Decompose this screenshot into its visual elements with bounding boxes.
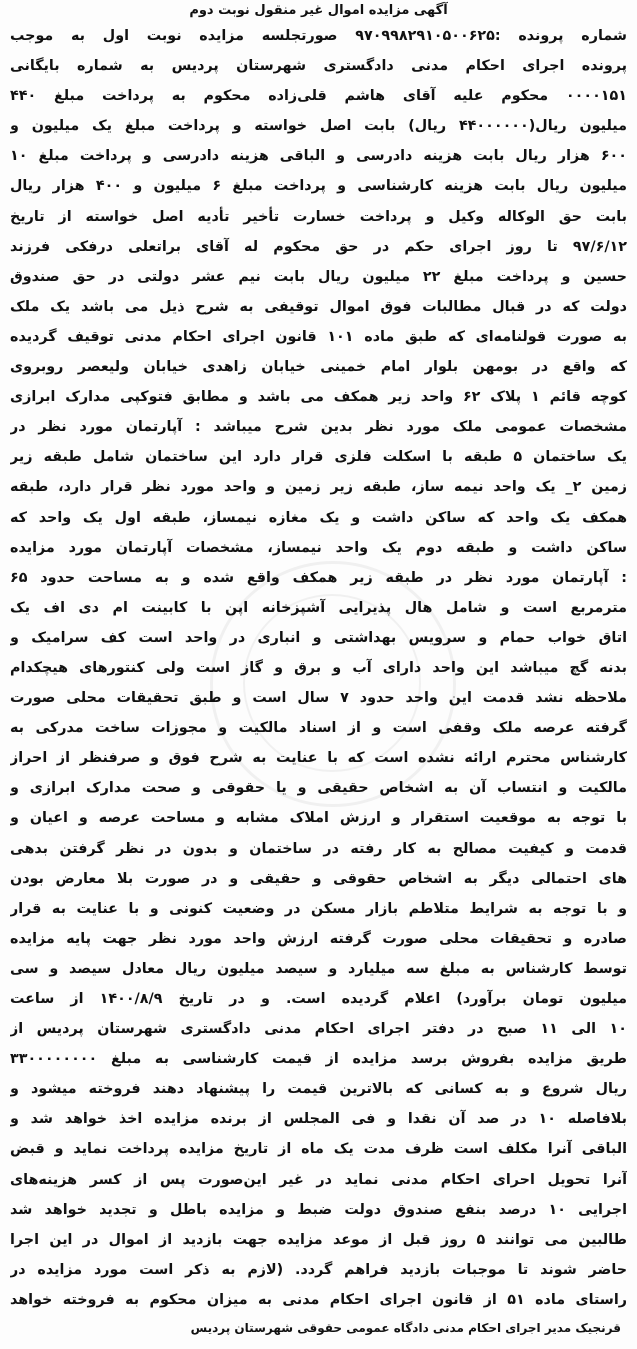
notice-line: ساکن داشت و طبقه دوم یک واحد نیمساز، مشخصات آپارتمان مورد مزایده — [10, 539, 627, 556]
notice-line: میلیون تومان برآورد) اعلام گردیده است. و در تاریخ ۱۴۰۰/۸/۹ از ساعت — [10, 991, 627, 1007]
notice-line: دولت که در قبال مطالبات فوق اموال توقیفی به شرح ذیل می باشد یک ملک — [10, 298, 627, 315]
notice-line: بابت حق الوکاله وکیل و پرداخت خسارت تأخیر تأدیه اصل خواسته از تاریخ — [10, 208, 627, 225]
notice-line: میلیون ریال بابت هزینه کارشناسی و پرداخت مبلغ ۶ میلیون و ۴۰۰ هزار ریال — [10, 178, 627, 195]
notice-line: همکف یک واحد که ساکن داشت و یک مغازه نیمساز، طبقه اول یک واحد که — [10, 509, 627, 526]
notice-line: ۶۰۰ هزار ریال بابت هزینه دادرسی و الباقی هزینه دادرسی و پرداخت مبلغ ۱۰ — [10, 148, 627, 165]
notice-line: ۱۰ الی ۱۱ صبح در دفتر اجرای احکام مدنی دادگستری شهرستان پردیس از — [10, 1021, 627, 1038]
notice-line: اتاق خواب حمام و سرویس بهداشتی و انباری در واحد است کف سرامیک و — [10, 629, 627, 646]
notice-line: پرونده اجرای احکام مدنی دادگستری شهرستان پردیس به شماره بایگانی — [10, 58, 627, 75]
notice-line: آنرا تحویل احرای احکام مدنی نماید در غیر این‌صورت پس از کسر هزینه‌های — [10, 1171, 627, 1188]
notice-line: ۹۷/۶/۱۲ تا روز اجرای حکم در حق محکوم له آقای براتعلی درفکی فرزند — [10, 238, 627, 255]
notice-line: کارشناس محترم ارائه نشده است که با عنایت به شرح فوق و صرفنظر از احراز — [10, 750, 627, 767]
notice-line: کوچه قائم ۱ پلاک ۶۲ واحد زیر همکف می باشد و مطابق فتوکپی مدارک ابرازی — [10, 389, 627, 406]
notice-line: یک ساختمان ۵ طبقه با اسکلت فلزی قرار دارد این ساختمان شامل طبقه زیر — [10, 449, 627, 466]
notice-line: و با توجه به شرایط متلاطم بازار مسکن در وضعیت کنونی و با عنایت به قرار — [10, 900, 627, 917]
notice-line: اجرایی ۱۰ درصد بنفع صندوق دولت ضبط و مزایده باطل و تجدید خواهد شد — [10, 1201, 627, 1218]
notice-line: : آپارتمان مورد نظر در طبقه زیر همکف واقع شده و به مساحت حدود ۶۵ — [10, 569, 627, 586]
notice-line: که واقع در بومهن بلوار امام خمینی خیابان زاهدی خیابان ولیعصر روبروی — [10, 359, 627, 376]
notice-body — [10, 21, 627, 1317]
notice-line: ۰۰۰۰۱۵۱ محکوم علیه آقای هاشم قلی‌زاده محکوم به پرداخت مبلغ ۴۴۰ — [10, 88, 627, 105]
notice-line: بدنه گچ میباشد این واحد دارای آب و برق و گاز است ولی کنتورهای هیچکدام — [10, 659, 627, 676]
notice-line: مشخصات عمومی ملک مورد نظر بدین شرح میباشد : آپارتمان مورد نظر در — [10, 419, 627, 436]
notice-line: بلافاصله ۱۰ در صد آن نقدا و فی المجلس از برنده مزایده اخذ خواهد شد و — [10, 1111, 627, 1128]
notice-line: حسین و پرداخت مبلغ ۲۲ میلیون ریال بابت نیم عشر دولتی در حق صندوق — [10, 268, 627, 285]
notice-signature: قرنجیک مدیر اجرای احکام مدنی دادگاه عمومی حقوقی شهرستان پردیس — [190, 1321, 621, 1335]
notice-line: ریال شروع و به کسانی که بالاترین قیمت را پیشنهاد دهند فروخته میشود و — [10, 1081, 627, 1098]
notice-line: راستای ماده ۵۱ از قانون اجرای احکام مدنی به میزان محکوم به فروخته خواهد — [10, 1291, 627, 1308]
notice-line: صادره و تحقیقات محلی صورت گرفته ارزش واحد مورد نظر جهت پایه مزایده — [10, 930, 627, 947]
notice-line: طالبین می توانند ۵ روز قبل از موعد مزایده جهت بازدید از اموال در این اجرا — [10, 1231, 627, 1248]
notice-line: با توجه به موقعیت استقرار و ارزش املاک مشابه و مساحت عرصه و اعیان و — [10, 810, 627, 827]
notice-line: مالکیت و انتساب آن به اشخاص حقیقی و یا حقوقی و صحت مدارک ابرازی و — [10, 780, 627, 797]
notice-line: شماره پرونده :۹۷۰۹۹۸۲۹۱۰۵۰۰۶۲۵ صورتجلسه مزایده نوبت اول به موجب — [10, 28, 627, 44]
notice-line: توسط کارشناس به مبلغ سه میلیارد و سیصد میلیون ریال معادل سیصد و سی — [10, 960, 627, 977]
notice-line: طریق مزایده بفروش برسد مزایده از قیمت کارشناسی به مبلغ ۳۳۰۰۰۰۰۰۰۰ — [10, 1051, 627, 1068]
notice-title: آگهی مزایده اموال غیر منقول نوبت دوم — [189, 3, 448, 18]
notice-line: قدمت و کیفیت مصالح به کار رفته در ساختمان و بدون در نظر گرفتن بدهی — [10, 840, 627, 857]
notice-line: الباقی آنرا مکلف است ظرف مدت یک ماه از تاریخ مزایده پرداخت نماید و قبض — [10, 1141, 627, 1158]
notice-line: میلیون ریال(۴۴۰۰۰۰۰۰ ریال) بابت اصل خواسته و پرداخت مبلغ یک میلیون و — [10, 118, 627, 135]
notice-line — [10, 1315, 627, 1317]
notice-line: زمین ۲_ یک واحد نیمه ساز، طبقه زیر زمین و واحد مورد نظر قرار دارد، طبقه — [10, 479, 627, 496]
notice-line: حاضر شوند تا موجبات بازدید فراهم گردد. (لازم به ذکر است مورد مزایده در — [10, 1261, 627, 1278]
notice-line: ملاحظه نشد قدمت این واحد حدود ۷ سال است و طبق تحقیقات محلی صورت — [10, 690, 627, 707]
notice-line: به صورت قولنامه‌ای که طبق ماده ۱۰۱ قانون اجرای احکام مدنی توقیف گردیده — [10, 328, 627, 345]
notice-line: های احتمالی دیگر به اشخاص حقوقی و حقیقی و در صورت بلا معارض بودن — [10, 870, 627, 887]
notice-line: مترمربع است و شامل هال پذیرایی آشپزخانه اپن با کابینت ام دی اف یک — [10, 599, 627, 616]
notice-line: گرفته عرصه ملک وقفی است و از اسناد مالکیت و مجوزات ساخت مدرکی به — [10, 720, 627, 737]
